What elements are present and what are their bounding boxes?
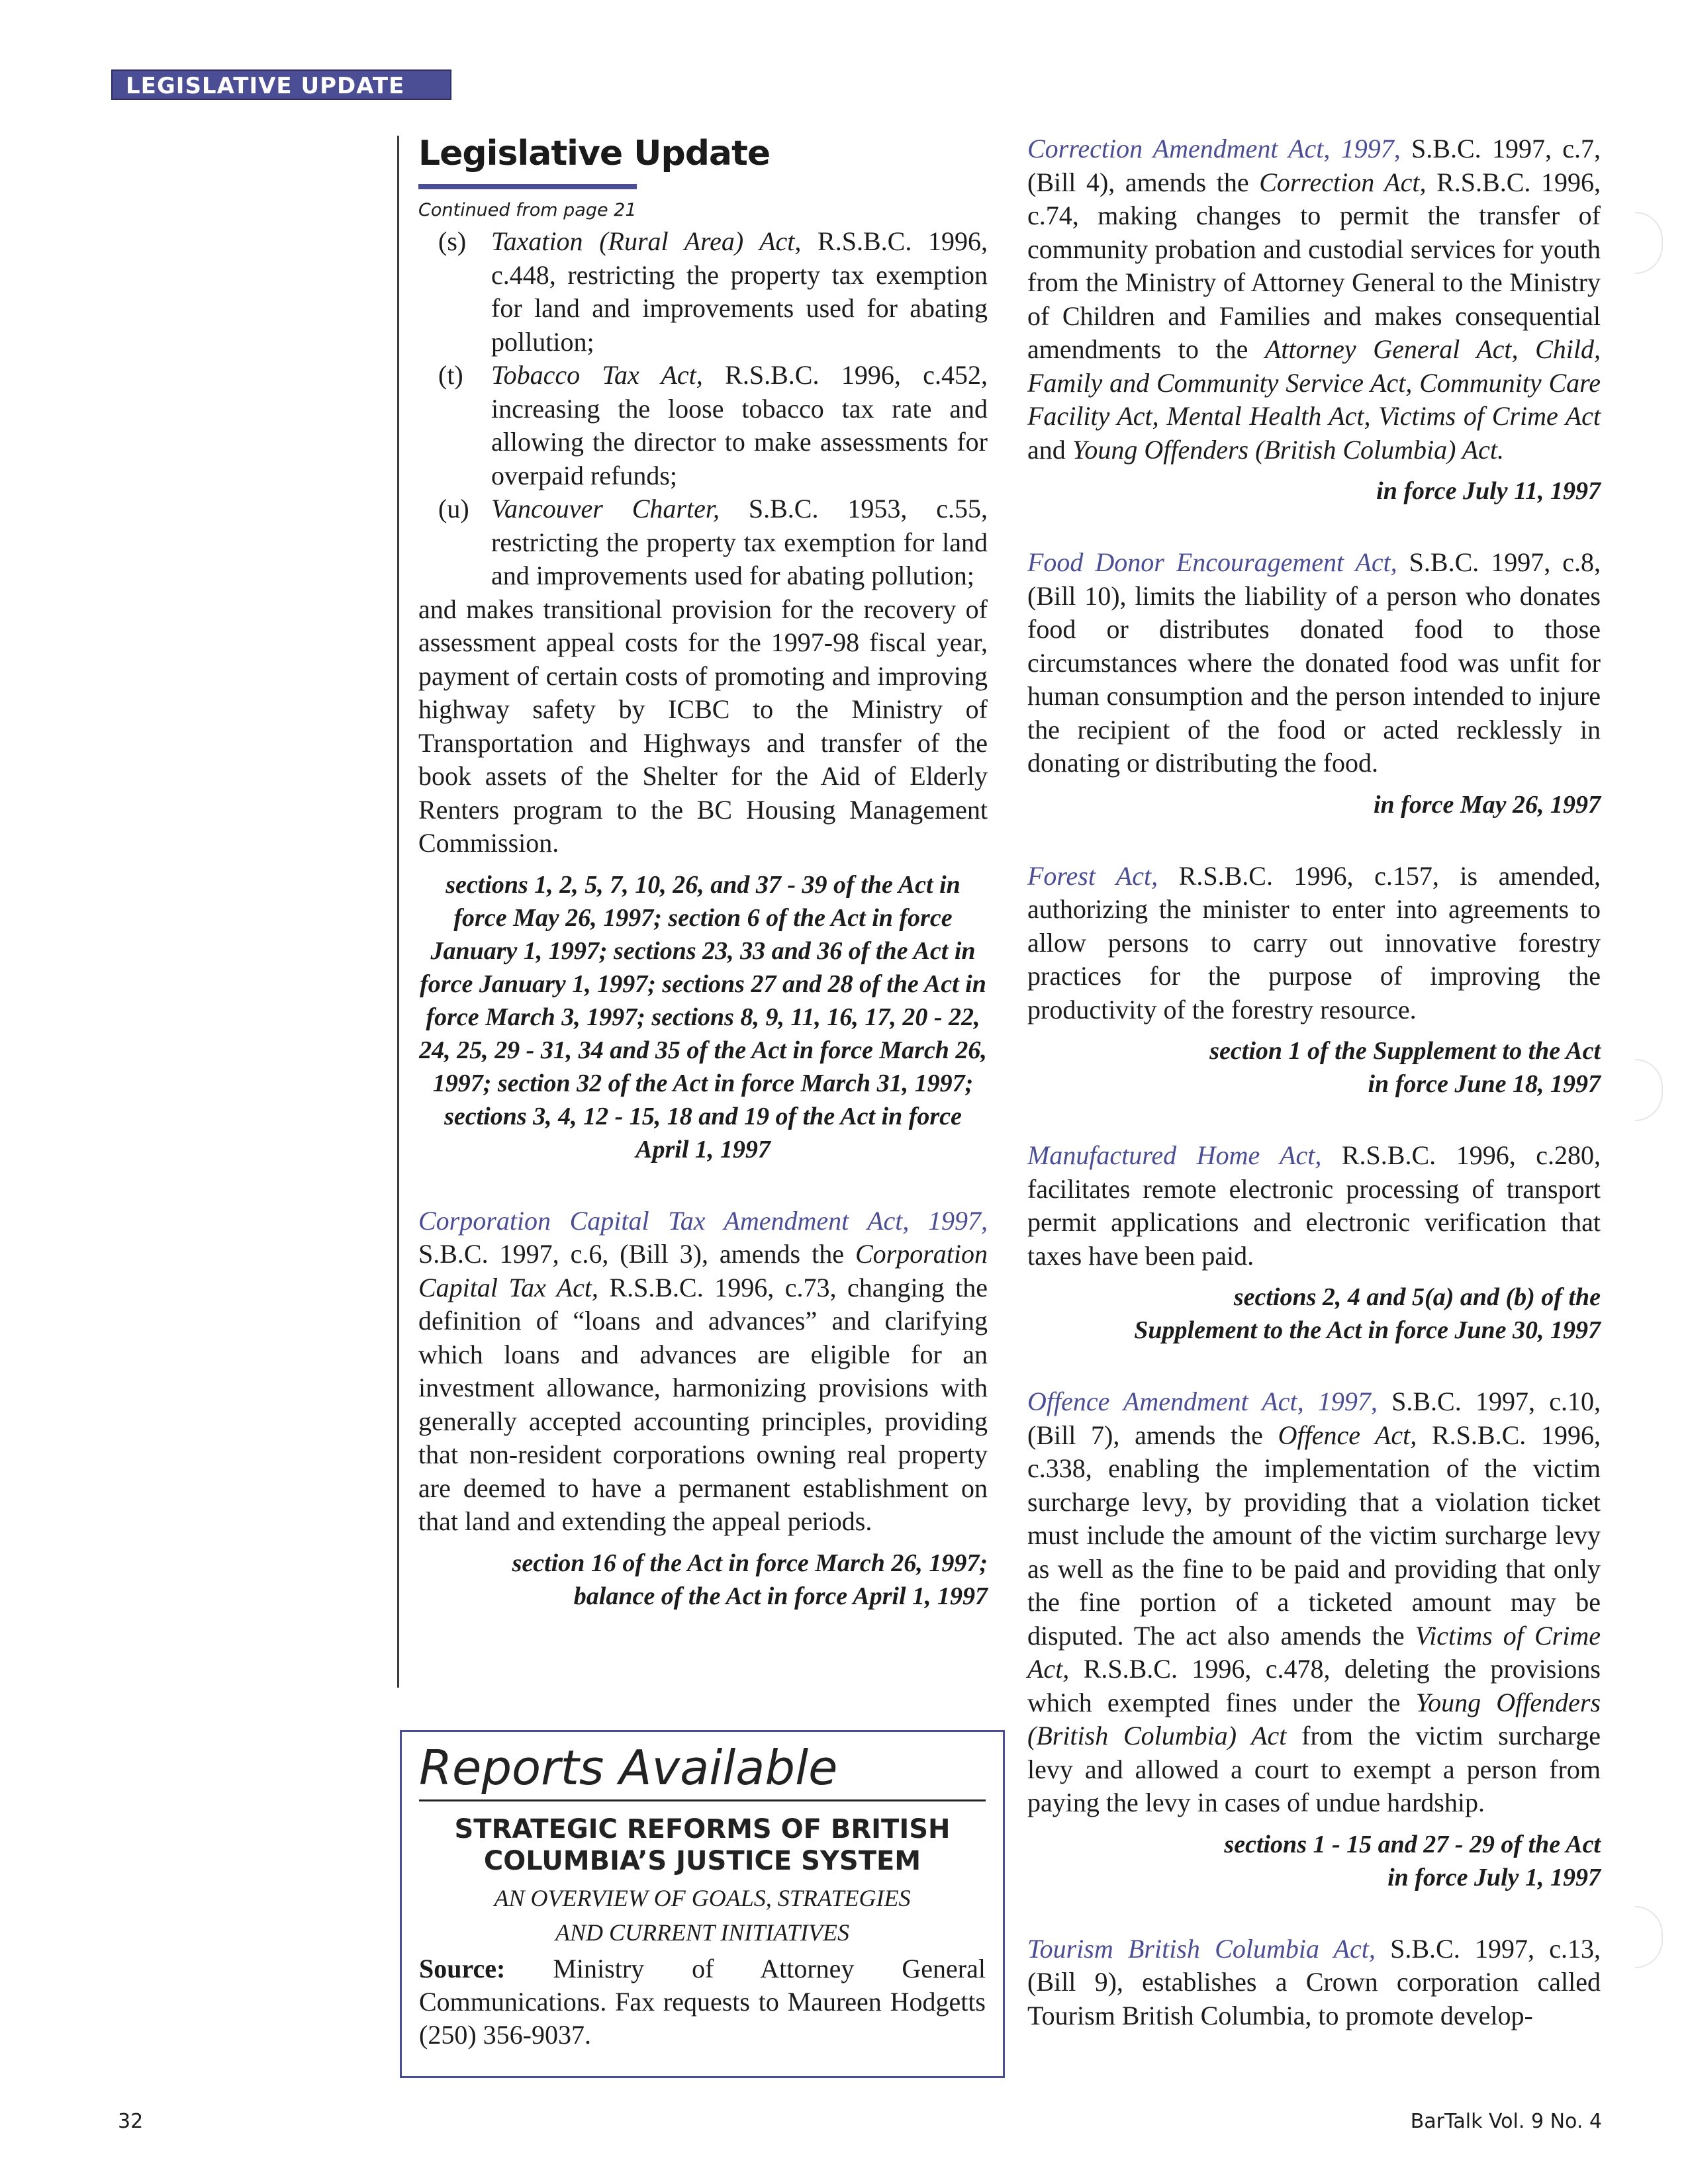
act-entry-manufactured-home <box>1027 1139 1601 1273</box>
entry-text: R.S.B.C. 1996, c.478, deleting the provisions which exempted fines under the <box>1027 1654 1601 1717</box>
entry-text: S.B.C. 1997, c.6, (Bill 3), amends the <box>418 1239 855 1269</box>
in-force-line: section 16 of the Act in force March 26, 1997; <box>512 1549 988 1577</box>
item-label: (t) <box>438 360 463 390</box>
in-force-note: in force July 11, 1997 <box>1376 477 1601 505</box>
entry-text: S.B.C. 1997, c.8, (Bill 10), limits the liability of a person who donates food or distributes donated food to those circumstances where the donated food was unfit for human consumption and the person intended to injure the recipient of the food or acted recklessly in donating or distributing the food. <box>1027 547 1601 778</box>
punch-hole <box>1635 1906 1663 1968</box>
in-force-line: sections 2, 4 and 5(a) and (b) of the <box>1233 1283 1601 1311</box>
spacer <box>1027 821 1601 860</box>
in-force-note <box>1027 1828 1601 1894</box>
subtitle-line: AND CURRENT INITIATIVES <box>555 1919 849 1946</box>
reports-title: Reports Available <box>419 1740 838 1796</box>
in-force-line: in force June 18, 1997 <box>1368 1070 1601 1098</box>
item-body: R.S.B.C. 1996, c.448, restricting the property tax exemption for land and improvements used for abating pollution; <box>491 226 988 357</box>
page-number: 32 <box>118 2110 144 2133</box>
in-force-note <box>1027 1034 1601 1101</box>
in-force-line: balance of the Act in force April 1, 1997 <box>573 1582 988 1610</box>
section-header-tab: LEGISLATIVE UPDATE <box>111 69 451 100</box>
in-force-line: Supplement to the Act in force June 30, 1997 <box>1134 1316 1601 1344</box>
in-force-note: in force May 26, 1997 <box>1373 790 1601 819</box>
item-body: R.S.B.C. 1996, c.452, increasing the loose tobacco tax rate and allowing the director to make assessments for overpaid refunds; <box>491 360 988 490</box>
item-text <box>491 492 988 593</box>
entry-text: R.S.B.C. 1996, c.338, enabling the implementation of the victim surcharge levy, by providing that a violation ticket must include the amount of the victim surcharge levy as well as the fine to be paid and providing that only the fine portion of a ticketed amount may be disputed. The act also amends the <box>1027 1420 1601 1651</box>
entry-text: R.S.B.C. 1996, c.280, facilitates remote electronic processing of transport permit applications and electronic verification that taxes have been paid. <box>1027 1140 1601 1271</box>
report-source <box>419 1952 986 2052</box>
spacer <box>1027 1101 1601 1139</box>
punch-hole <box>1635 212 1663 274</box>
item-text <box>491 225 988 359</box>
source-label: Source: <box>419 1954 506 1983</box>
act-entry-corporation <box>418 1205 988 1539</box>
subtitle-line: AN OVERVIEW OF GOALS, STRATEGIES <box>494 1885 911 1911</box>
punch-hole <box>1635 1059 1663 1121</box>
continued-note: Continued from page 21 <box>418 200 637 220</box>
publication-info: BarTalk Vol. 9 No. 4 <box>1410 2110 1602 2133</box>
spacer <box>418 1166 988 1205</box>
act-entry-tourism <box>1027 1933 1601 2033</box>
title-underline <box>418 184 637 189</box>
act-reference: Corporation Capital Tax Act, <box>418 1239 988 1302</box>
act-entry-correction <box>1027 132 1601 467</box>
entry-text: S.B.C. 1997, c.7, (Bill 4), amends the <box>1027 134 1601 197</box>
act-name: Manufactured Home Act, <box>1027 1140 1322 1170</box>
act-entry-forest <box>1027 860 1601 1027</box>
act-name: Corporation Capital Tax Amendment Act, 1997, <box>418 1205 988 1236</box>
in-force-note: sections 1, 2, 5, 7, 10, 26, and 37 - 39 of the Act in force May 26, 1997; section 6 of the Act in force January 1, 1997; sections 23, 33 and 36 of the Act in force January 1, 1997; sections 27 and 28 of the Act in force March 3, 1997; sections 8, 9, 11, 16, 17, 20 - 22, 24, 25, 29 - 31, 34 and 35 of the Act in force March 26, 1997; section 32 of the Act in force March 31, 1997; sections 3, 4, 12 - 15, 18 and 19 of the Act in force April 1, 1997 <box>419 870 987 1163</box>
entry-text: and <box>1027 434 1072 465</box>
act-name: Tobacco Tax Act, <box>491 360 703 390</box>
act-reference: Offence Act, <box>1278 1420 1417 1450</box>
in-force-line: in force July 1, 1997 <box>1387 1863 1601 1891</box>
report-name: STRATEGIC REFORMS OF BRITISH COLUMBIA’S JUSTICE SYSTEM <box>454 1814 951 1876</box>
act-name: Forest Act, <box>1027 860 1158 891</box>
transitional-paragraph: and makes transitional provision for the recovery of assessment appeal costs for the 1997-98 fiscal year, payment of certain costs of promoting and improving highway safety by ICBC to the Ministry of Transportation and Highways and transfer of the book assets of the Shelter for the Aid of Elderly Renters program to the BC Housing Management Commission. <box>418 594 988 858</box>
act-reference: Attorney General Act, Child, Family and Community Service Act, Community Care Facility Act, Mental Health Act, Victims of Crime Act <box>1027 334 1601 431</box>
item-text <box>491 359 988 492</box>
entry-text: S.B.C. 1997, c.10, (Bill 7), amends the <box>1027 1387 1601 1450</box>
report-subtitle <box>419 1881 986 1950</box>
entry-text: R.S.B.C. 1996, c.157, is amended, authorizing the minister to enter into agreements to allow persons to carry out innovative forestry practices for the purpose of improving the productivity of the forestry resource. <box>1027 860 1601 1024</box>
left-column <box>418 132 988 1613</box>
list-item <box>418 225 988 359</box>
act-reference: Victims of Crime Act, <box>1027 1620 1601 1684</box>
in-force-line: section 1 of the Supplement to the Act <box>1209 1037 1601 1065</box>
reports-divider <box>419 1799 986 1801</box>
reports-available-box <box>400 1730 1005 2078</box>
list-item <box>418 359 988 492</box>
entry-text: R.S.B.C. 1996, c.73, changing the definition of “loans and advances” and clarifying which loans and advances are eligible for an investment allowance, harmonizing provisions with generally accepted accounting principles, providing that non-resident corporations owning real property are deemed to have a permanent establishment on that land and extending the appeal periods. <box>418 1272 988 1536</box>
in-force-note <box>1027 1281 1601 1347</box>
act-entry-food-donor <box>1027 546 1601 780</box>
act-name: Offence Amendment Act, 1997, <box>1027 1387 1378 1416</box>
item-body: S.B.C. 1953, c.55, restricting the property tax exemption for land and improvements used for abating pollution; <box>491 494 988 590</box>
spacer <box>1027 1894 1601 1933</box>
act-name: Taxation (Rural Area) Act, <box>491 226 802 256</box>
act-name: Vancouver Charter, <box>491 494 720 523</box>
in-force-note <box>418 1547 988 1613</box>
item-label: (u) <box>438 494 469 523</box>
list-item <box>418 492 988 593</box>
act-name: Tourism British Columbia Act, <box>1027 1933 1376 1964</box>
act-reference: Young Offenders (British Columbia) Act. <box>1072 434 1505 465</box>
source-text: Ministry of Attorney General Communications. Fax requests to Maureen Hodgetts (250) 356-9037. <box>419 1954 986 2050</box>
spacer <box>1027 1347 1601 1385</box>
act-name: Correction Amendment Act, 1997, <box>1027 134 1401 163</box>
entry-text: R.S.B.C. 1996, c.74, making changes to permit the transfer of community probation and custodial services for youth from the Ministry of Attorney General to the Ministry of Children and Families and makes consequential amendments to the <box>1027 167 1601 364</box>
entry-text: S.B.C. 1997, c.13, (Bill 9), establishes a Crown corporation called Tourism British Columbia, to promote develop- <box>1027 1933 1601 2030</box>
entry-text: from the victim surcharge levy and allowed a court to exempt a person from paying the levy in cases of undue hardship. <box>1027 1721 1601 1817</box>
page-title: Legislative Update <box>418 134 771 173</box>
left-column-rule <box>397 136 399 1688</box>
in-force-line: sections 1 - 15 and 27 - 29 of the Act <box>1224 1830 1601 1858</box>
item-label: (s) <box>438 226 467 256</box>
act-reference: Young Offenders (British Columbia) Act <box>1027 1687 1601 1751</box>
act-reference: Correction Act, <box>1259 167 1427 197</box>
act-name: Food Donor Encouragement Act, <box>1027 547 1397 577</box>
act-entry-offence <box>1027 1385 1601 1820</box>
spacer <box>1027 508 1601 546</box>
right-column <box>1027 132 1601 2032</box>
